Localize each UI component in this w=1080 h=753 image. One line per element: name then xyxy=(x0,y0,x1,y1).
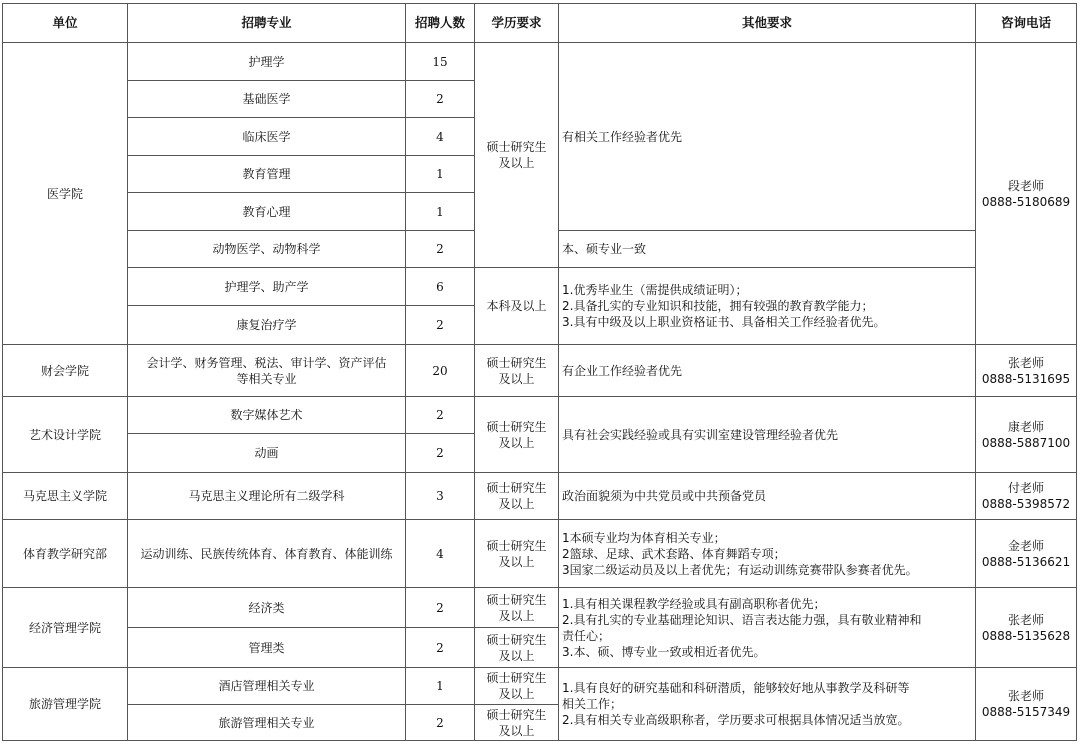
major-cell: 康复治疗学 xyxy=(128,306,406,345)
edu-cell: 硕士研究生 及以上 xyxy=(475,705,559,741)
contact-name: 张老师 xyxy=(1007,355,1044,370)
major-cell: 动物医学、动物科学 xyxy=(128,231,406,268)
count-cell: 2 xyxy=(406,628,475,668)
table-row xyxy=(3,588,1077,628)
contact-cell xyxy=(976,397,1077,473)
major-cell: 数字媒体艺术 xyxy=(128,397,406,434)
unit-cell: 财会学院 xyxy=(3,345,128,397)
major-cell: 基础医学 xyxy=(128,81,406,118)
table-row xyxy=(3,668,1077,705)
count-cell: 1 xyxy=(406,156,475,193)
header-count: 招聘人数 xyxy=(406,4,475,43)
contact-cell xyxy=(976,588,1077,668)
table-row xyxy=(3,473,1077,520)
edu-cell: 硕士研究生 及以上 xyxy=(475,397,559,473)
contact-phone: 0888-5135628 xyxy=(981,628,1071,643)
unit-cell: 马克思主义学院 xyxy=(3,473,128,520)
other-cell: 1.具有相关课程教学经验或具有副高职称者优先； 2.具有扎实的专业基础理论知识、语言表达能力强，具有敬业精神和 责任心； 3.本、硕、博专业一致或相近者优先。 xyxy=(559,588,976,668)
contact-phone: 0888-5887100 xyxy=(981,435,1071,450)
count-cell: 2 xyxy=(406,81,475,118)
table-row xyxy=(3,397,1077,434)
other-cell: 有相关工作经验者优先 xyxy=(559,43,976,231)
contact-name: 张老师 xyxy=(1007,689,1044,703)
edu-cell: 硕士研究生 及以上 xyxy=(475,520,559,588)
major-cell: 临床医学 xyxy=(128,118,406,156)
count-cell: 1 xyxy=(406,668,475,705)
table-row xyxy=(3,43,1077,81)
contact-phone: 0888-5157349 xyxy=(981,705,1071,719)
count-cell: 20 xyxy=(406,345,475,397)
other-cell: 具有社会实践经验或具有实训室建设管理经验者优先 xyxy=(559,397,976,473)
header-row xyxy=(3,4,1077,43)
other-cell: 1.优秀毕业生（需提供成绩证明）； 2.具备扎实的专业知识和技能，拥有较强的教育教学能力； 3.具有中级及以上职业资格证书、具备相关工作经验者优先。 xyxy=(559,268,976,345)
contact-cell xyxy=(976,668,1077,741)
unit-cell: 体育教学研究部 xyxy=(3,520,128,588)
edu-cell: 硕士研究生 及以上 xyxy=(475,345,559,397)
count-cell: 2 xyxy=(406,434,475,473)
unit-cell: 医学院 xyxy=(3,43,128,345)
other-cell: 有企业工作经验者优先 xyxy=(559,345,976,397)
major-cell: 旅游管理相关专业 xyxy=(128,705,406,741)
edu-cell: 硕士研究生 及以上 xyxy=(475,588,559,628)
contact-phone: 0888-5398572 xyxy=(981,497,1071,511)
contact-name: 付老师 xyxy=(1007,481,1044,495)
count-cell: 2 xyxy=(406,588,475,628)
contact-phone: 0888-5131695 xyxy=(981,371,1071,386)
edu-cell: 硕士研究生 及以上 xyxy=(475,473,559,520)
contact-cell xyxy=(976,43,1077,345)
count-cell: 6 xyxy=(406,268,475,306)
count-cell: 2 xyxy=(406,306,475,345)
table-row xyxy=(3,520,1077,588)
header-major: 招聘专业 xyxy=(128,4,406,43)
contact-cell xyxy=(976,473,1077,520)
other-cell: 本、硕专业一致 xyxy=(559,231,976,268)
major-cell: 教育心理 xyxy=(128,193,406,231)
count-cell: 2 xyxy=(406,705,475,741)
other-cell: 1.具有良好的研究基础和科研潜质，能够较好地从事教学及科研等 相关工作； 2.具有相关专业高级职称者，学历要求可根据具体情况适当放宽。 xyxy=(559,668,976,741)
edu-cell: 硕士研究生 及以上 xyxy=(475,43,559,268)
major-cell: 护理学 xyxy=(128,43,406,81)
contact-name: 张老师 xyxy=(1007,612,1044,627)
edu-cell: 硕士研究生 及以上 xyxy=(475,628,559,668)
header-other: 其他要求 xyxy=(559,4,976,43)
other-cell: 1本硕专业均为体育相关专业； 2篮球、足球、武术套路、体育舞蹈专项； 3国家二级运动员及以上者优先；有运动训练竞赛带队参赛者优先。 xyxy=(559,520,976,588)
table-row xyxy=(3,268,1077,306)
count-cell: 2 xyxy=(406,397,475,434)
contact-phone: 0888-5180689 xyxy=(981,194,1071,209)
major-cell: 经济类 xyxy=(128,588,406,628)
count-cell: 2 xyxy=(406,231,475,268)
unit-cell: 艺术设计学院 xyxy=(3,397,128,473)
contact-name: 金老师 xyxy=(1007,538,1044,553)
contact-name: 段老师 xyxy=(1007,178,1044,193)
count-cell: 4 xyxy=(406,520,475,588)
header-edu: 学历要求 xyxy=(475,4,559,43)
major-cell: 教育管理 xyxy=(128,156,406,193)
table-row xyxy=(3,345,1077,397)
contact-name: 康老师 xyxy=(1007,419,1044,434)
major-cell: 马克思主义理论所有二级学科 xyxy=(128,473,406,520)
contact-cell xyxy=(976,345,1077,397)
major-cell: 酒店管理相关专业 xyxy=(128,668,406,705)
header-unit: 单位 xyxy=(3,4,128,43)
recruitment-table xyxy=(2,3,1077,741)
major-cell: 动画 xyxy=(128,434,406,473)
edu-cell: 硕士研究生 及以上 xyxy=(475,668,559,705)
count-cell: 15 xyxy=(406,43,475,81)
contact-cell xyxy=(976,520,1077,588)
count-cell: 1 xyxy=(406,193,475,231)
major-cell: 护理学、助产学 xyxy=(128,268,406,306)
other-cell: 政治面貌须为中共党员或中共预备党员 xyxy=(559,473,976,520)
major-cell: 管理类 xyxy=(128,628,406,668)
unit-cell: 旅游管理学院 xyxy=(3,668,128,741)
major-cell: 会计学、财务管理、税法、审计学、资产评估 等相关专业 xyxy=(128,345,406,397)
count-cell: 3 xyxy=(406,473,475,520)
edu-cell: 本科及以上 xyxy=(475,268,559,345)
contact-phone: 0888-5136621 xyxy=(981,554,1071,569)
major-cell: 运动训练、民族传统体育、体育教育、体能训练 xyxy=(128,520,406,588)
unit-cell: 经济管理学院 xyxy=(3,588,128,668)
count-cell: 4 xyxy=(406,118,475,156)
header-phone: 咨询电话 xyxy=(976,4,1077,43)
